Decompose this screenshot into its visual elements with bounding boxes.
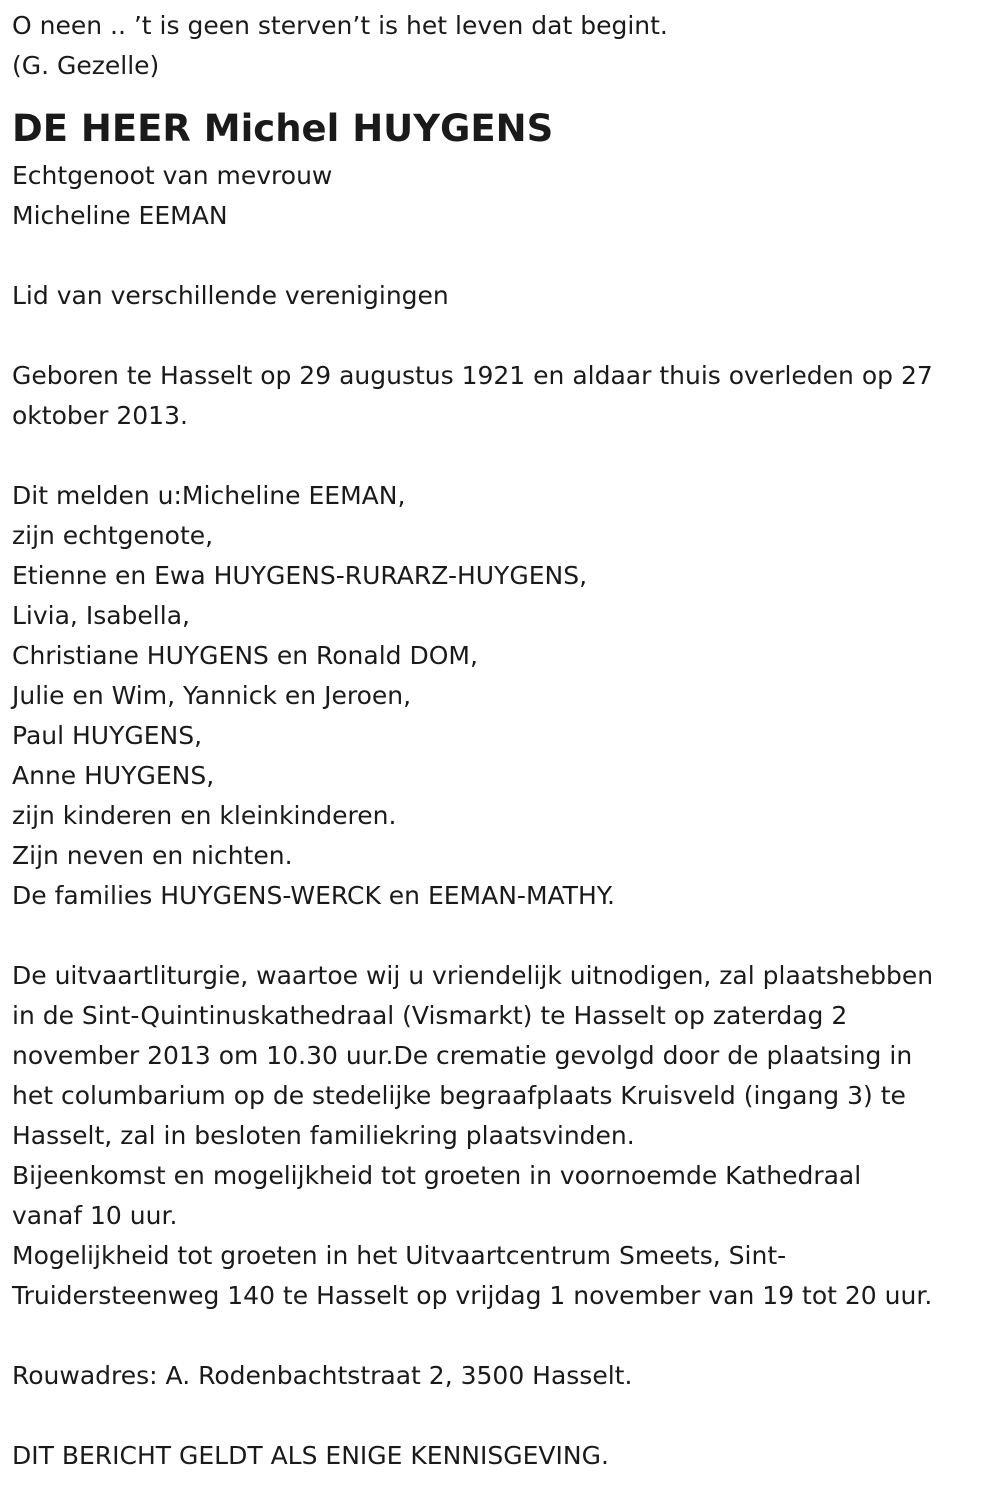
funeral-line: Truidersteenweg 140 te Hasselt op vrijdag 1 november van 19 tot 20 uur. (12, 1281, 933, 1310)
family-line: Julie en Wim, Yannick en Jeroen, (12, 681, 412, 710)
birth-death-block (12, 356, 988, 436)
funeral-block (12, 956, 988, 1316)
family-line: De families HUYGENS-WERCK en EEMAN-MATHY. (12, 881, 615, 910)
spacer (12, 436, 988, 476)
funeral-line: in de Sint-Quintinuskathedraal (Vismarkt) te Hasselt op zaterdag 2 (12, 1001, 848, 1030)
family-line: Paul HUYGENS, (12, 721, 203, 750)
mourning-address: Rouwadres: A. Rodenbachtstraat 2, 3500 Hasselt. (12, 1361, 633, 1390)
spouse-line-2: Micheline EEMAN (12, 201, 228, 230)
family-line: Zijn neven en nichten. (12, 841, 293, 870)
family-line: Dit melden u:Micheline EEMAN, (12, 481, 406, 510)
family-block (12, 476, 988, 916)
funeral-line: het columbarium op de stedelijke begraafplaats Kruisveld (ingang 3) te (12, 1081, 906, 1110)
family-line: Etienne en Ewa HUYGENS-RURARZ-HUYGENS, (12, 561, 588, 590)
spacer (12, 236, 988, 276)
funeral-line: november 2013 om 10.30 uur.De crematie gevolgd door de plaatsing in (12, 1041, 913, 1070)
funeral-line: Hasselt, zal in besloten familiekring plaatsvinden. (12, 1121, 635, 1150)
family-line: zijn kinderen en kleinkinderen. (12, 801, 397, 830)
spacer (12, 1396, 988, 1436)
spouse-line-1: Echtgenoot van mevrouw (12, 161, 333, 190)
birth-death-line-2: oktober 2013. (12, 401, 188, 430)
funeral-line: vanaf 10 uur. (12, 1201, 178, 1230)
spacer (12, 916, 988, 956)
quote-author: (G. Gezelle) (12, 51, 160, 80)
quote-text: O neen .. ’t is geen sterven’t is het leven dat begint. (12, 11, 668, 40)
notice-text: DIT BERICHT GELDT ALS ENIGE KENNISGEVING. (12, 1441, 609, 1470)
membership-text: Lid van verschillende verenigingen (12, 281, 449, 310)
funeral-line: Bijeenkomst en mogelijkheid tot groeten in voornoemde Kathedraal (12, 1161, 862, 1190)
spouse-block (12, 156, 988, 236)
deceased-title: DE HEER Michel HUYGENS (12, 107, 554, 150)
spacer (12, 1316, 988, 1356)
spacer (12, 316, 988, 356)
family-line: Christiane HUYGENS en Ronald DOM, (12, 641, 478, 670)
funeral-line: Mogelijkheid tot groeten in het Uitvaartcentrum Smeets, Sint- (12, 1241, 787, 1270)
quote-block (12, 6, 988, 86)
birth-death-line-1: Geboren te Hasselt op 29 augustus 1921 en aldaar thuis overleden op 27 (12, 361, 933, 390)
family-line: Anne HUYGENS, (12, 761, 215, 790)
funeral-line: De uitvaartliturgie, waartoe wij u vriendelijk uitnodigen, zal plaatshebben (12, 961, 934, 990)
family-line: zijn echtgenote, (12, 521, 214, 550)
family-line: Livia, Isabella, (12, 601, 190, 630)
